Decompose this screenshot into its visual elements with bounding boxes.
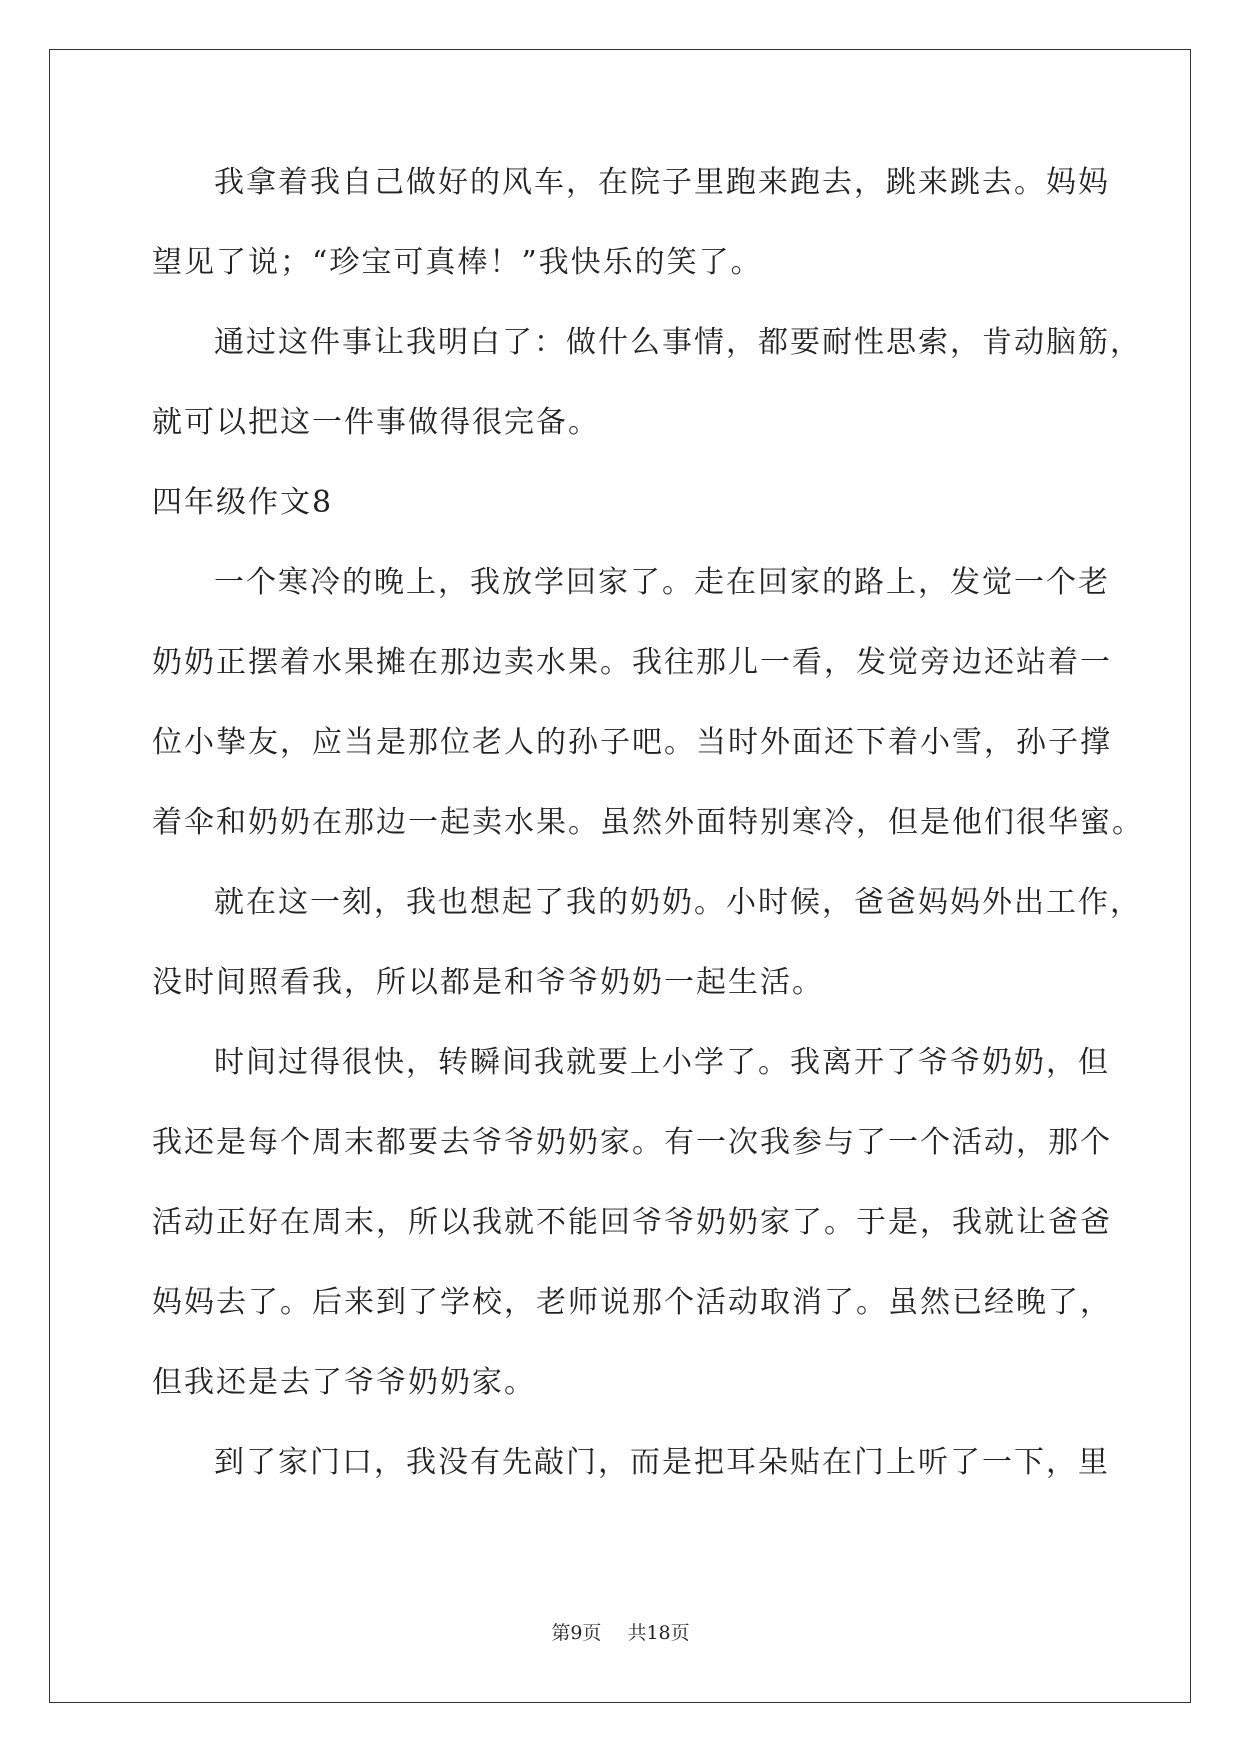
page-total: 共18页 xyxy=(627,1622,690,1644)
section-heading: 四年级作文8 xyxy=(152,485,334,520)
text-line: 没时间照看我，所以都是和爷爷奶奶一起生活。 xyxy=(152,965,824,1000)
text-line: 奶奶正摆着水果摊在那边卖水果。我往那儿一看，发觉旁边还站着一 xyxy=(152,645,1112,680)
text-line: 通过这件事让我明白了：做什么事情，都要耐性思索，肯动脑筋， xyxy=(214,325,1142,360)
page-number: 第9页 xyxy=(551,1622,602,1644)
text-line: 一个寒冷的晚上，我放学回家了。走在回家的路上，发觉一个老 xyxy=(214,565,1110,600)
text-line: 时间过得很快，转瞬间我就要上小学了。我离开了爷爷奶奶，但 xyxy=(214,1045,1110,1080)
page-footer xyxy=(0,1618,1241,1645)
text-line: 我还是每个周末都要去爷爷奶奶家。有一次我参与了一个活动，那个 xyxy=(152,1125,1112,1160)
text-line: 但我还是去了爷爷奶奶家。 xyxy=(152,1365,536,1400)
text-line: 妈妈去了。后来到了学校，老师说那个活动取消了。虽然已经晚了， xyxy=(152,1285,1112,1320)
text-line: 我拿着我自己做好的风车，在院子里跑来跑去，跳来跳去。妈妈 xyxy=(214,165,1110,200)
text-line: 到了家门口，我没有先敲门，而是把耳朵贴在门上听了一下，里 xyxy=(214,1445,1110,1480)
text-line: 望见了说；“珍宝可真棒！”我快乐的笑了。 xyxy=(152,245,763,280)
document-body xyxy=(152,158,1144,1518)
text-line: 活动正好在周末，所以我就不能回爷爷奶奶家了。于是，我就让爸爸 xyxy=(152,1205,1112,1240)
text-line: 就可以把这一件事做得很完备。 xyxy=(152,405,600,440)
text-line: 位小挚友，应当是那位老人的孙子吧。当时外面还下着小雪，孙子撑 xyxy=(152,725,1112,760)
text-line: 就在这一刻，我也想起了我的奶奶。小时候，爸爸妈妈外出工作， xyxy=(214,885,1142,920)
text-line: 着伞和奶奶在那边一起卖水果。虽然外面特别寒冷，但是他们很华蜜。 xyxy=(152,805,1144,840)
